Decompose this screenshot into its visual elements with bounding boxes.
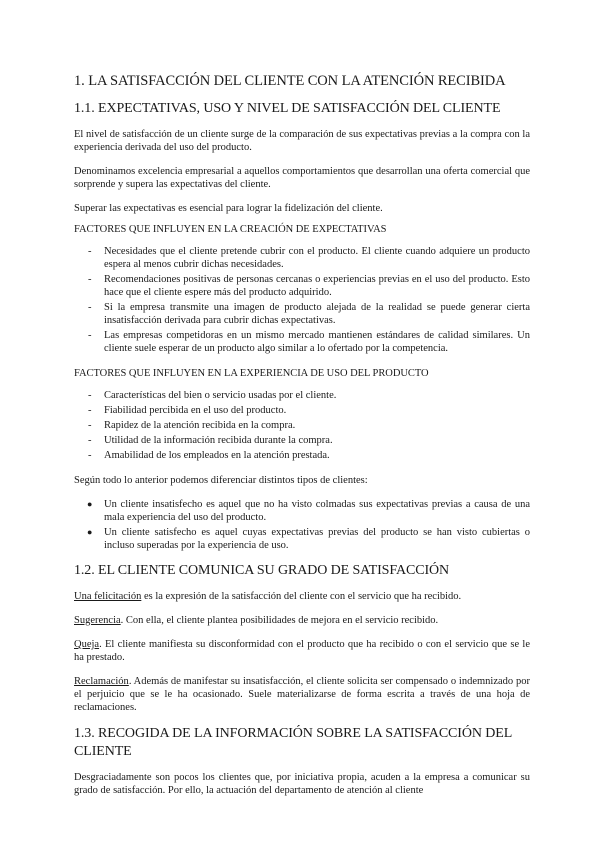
section-heading-1-3: 1.3. RECOGIDA DE LA INFORMACIÓN SOBRE LA SATISFACCIÓN DEL CLIENTE [74, 726, 512, 759]
paragraph-felicitacion: Una felicitación es la expresión de la satisfacción del cliente con el servicio que ha recibido. [74, 591, 462, 602]
list-item: - Recomendaciones positivas de personas cercanas o experiencias previas en el uso del producto. Esto hace que el cliente espere más del producto adquirido. [88, 274, 530, 298]
paragraph: Superar las expectativas es esencial para lograr la fidelización del cliente. [74, 203, 383, 214]
list-tipos-clientes [74, 498, 530, 552]
list-item: - Necesidades que el cliente pretende cubrir con el producto. El cliente cuando adquiere un producto espera al menos cubrir dichas necesidades. [88, 246, 530, 270]
subheading-factores-uso: FACTORES QUE INFLUYEN EN LA EXPERIENCIA DE USO DEL PRODUCTO [74, 368, 429, 379]
list-item: ● Un cliente insatisfecho es aquel que no ha visto colmadas sus expectativas previas a causa de una mala experiencia del uso del producto. [87, 499, 530, 523]
list-item: - Las empresas competidoras en un mismo mercado mantienen estándares de calidad similares. Un cliente suele esperar de un producto algo similar a lo ofertado por la competencia. [88, 330, 530, 354]
paragraph: Según todo lo anterior podemos diferenciar distintos tipos de clientes: [74, 475, 368, 486]
list-item: - Utilidad de la información recibida durante la compra. [88, 435, 333, 446]
list-item: ● Un cliente satisfecho es aquel cuyas expectativas previas del producto se han visto cubiertas o incluso superadas por la experiencia de uso. [87, 527, 530, 551]
section-heading-1-2: 1.2. EL CLIENTE COMUNICA SU GRADO DE SATISFACCIÓN [74, 563, 450, 578]
list-item: - Amabilidad de los empleados en la atención prestada. [88, 450, 330, 461]
list-item: - Si la empresa transmite una imagen de producto alejada de la realidad se puede generar cierta insatisfacción derivada para cubrir dichas expectativas. [88, 302, 530, 326]
section-heading-1-1: 1.1. EXPECTATIVAS, USO Y NIVEL DE SATISFACCIÓN DEL CLIENTE [74, 101, 501, 116]
document-page [74, 66, 530, 808]
chapter-heading: 1. LA SATISFACCIÓN DEL CLIENTE CON LA ATENCIÓN RECIBIDA [74, 73, 506, 89]
paragraph-queja: Queja. El cliente manifiesta su disconformidad con el producto que ha recibido o con el servicio que se le ha prestado. [74, 639, 530, 663]
list-item: - Rapidez de la atención recibida en la compra. [88, 420, 296, 431]
subheading-factores-expectativas: FACTORES QUE INFLUYEN EN LA CREACIÓN DE EXPECTATIVAS [74, 224, 387, 235]
list-item: - Fiabilidad percibida en el uso del producto. [88, 405, 287, 416]
list-factores-expectativas [74, 245, 530, 355]
paragraph: El nivel de satisfacción de un cliente surge de la comparación de sus expectativas previas a la compra con la experiencia derivada del uso del producto. [74, 129, 530, 153]
list-factores-uso [74, 389, 530, 462]
paragraph: Denominamos excelencia empresarial a aquellos comportamientos que desarrollan una oferta comercial que sorprende y supera las expectativas del cliente. [74, 166, 530, 190]
paragraph-reclamacion: Reclamación. Además de manifestar su insatisfacción, el cliente solicita ser compensado o indemnizado por el perjuicio que se le ha ocasionado. Suele materializarse de forma escrita a través de una hoja de reclamaciones. [74, 676, 530, 713]
paragraph-sugerencia: Sugerencia. Con ella, el cliente plantea posibilidades de mejora en el servicio recibido. [74, 615, 439, 626]
list-item: - Características del bien o servicio usadas por el cliente. [88, 390, 337, 401]
paragraph: Desgraciadamente son pocos los clientes que, por iniciativa propia, acuden a la empresa a comunicar su grado de satisfacción. Por ello, la actuación del departamento de atención al cliente [74, 772, 530, 796]
